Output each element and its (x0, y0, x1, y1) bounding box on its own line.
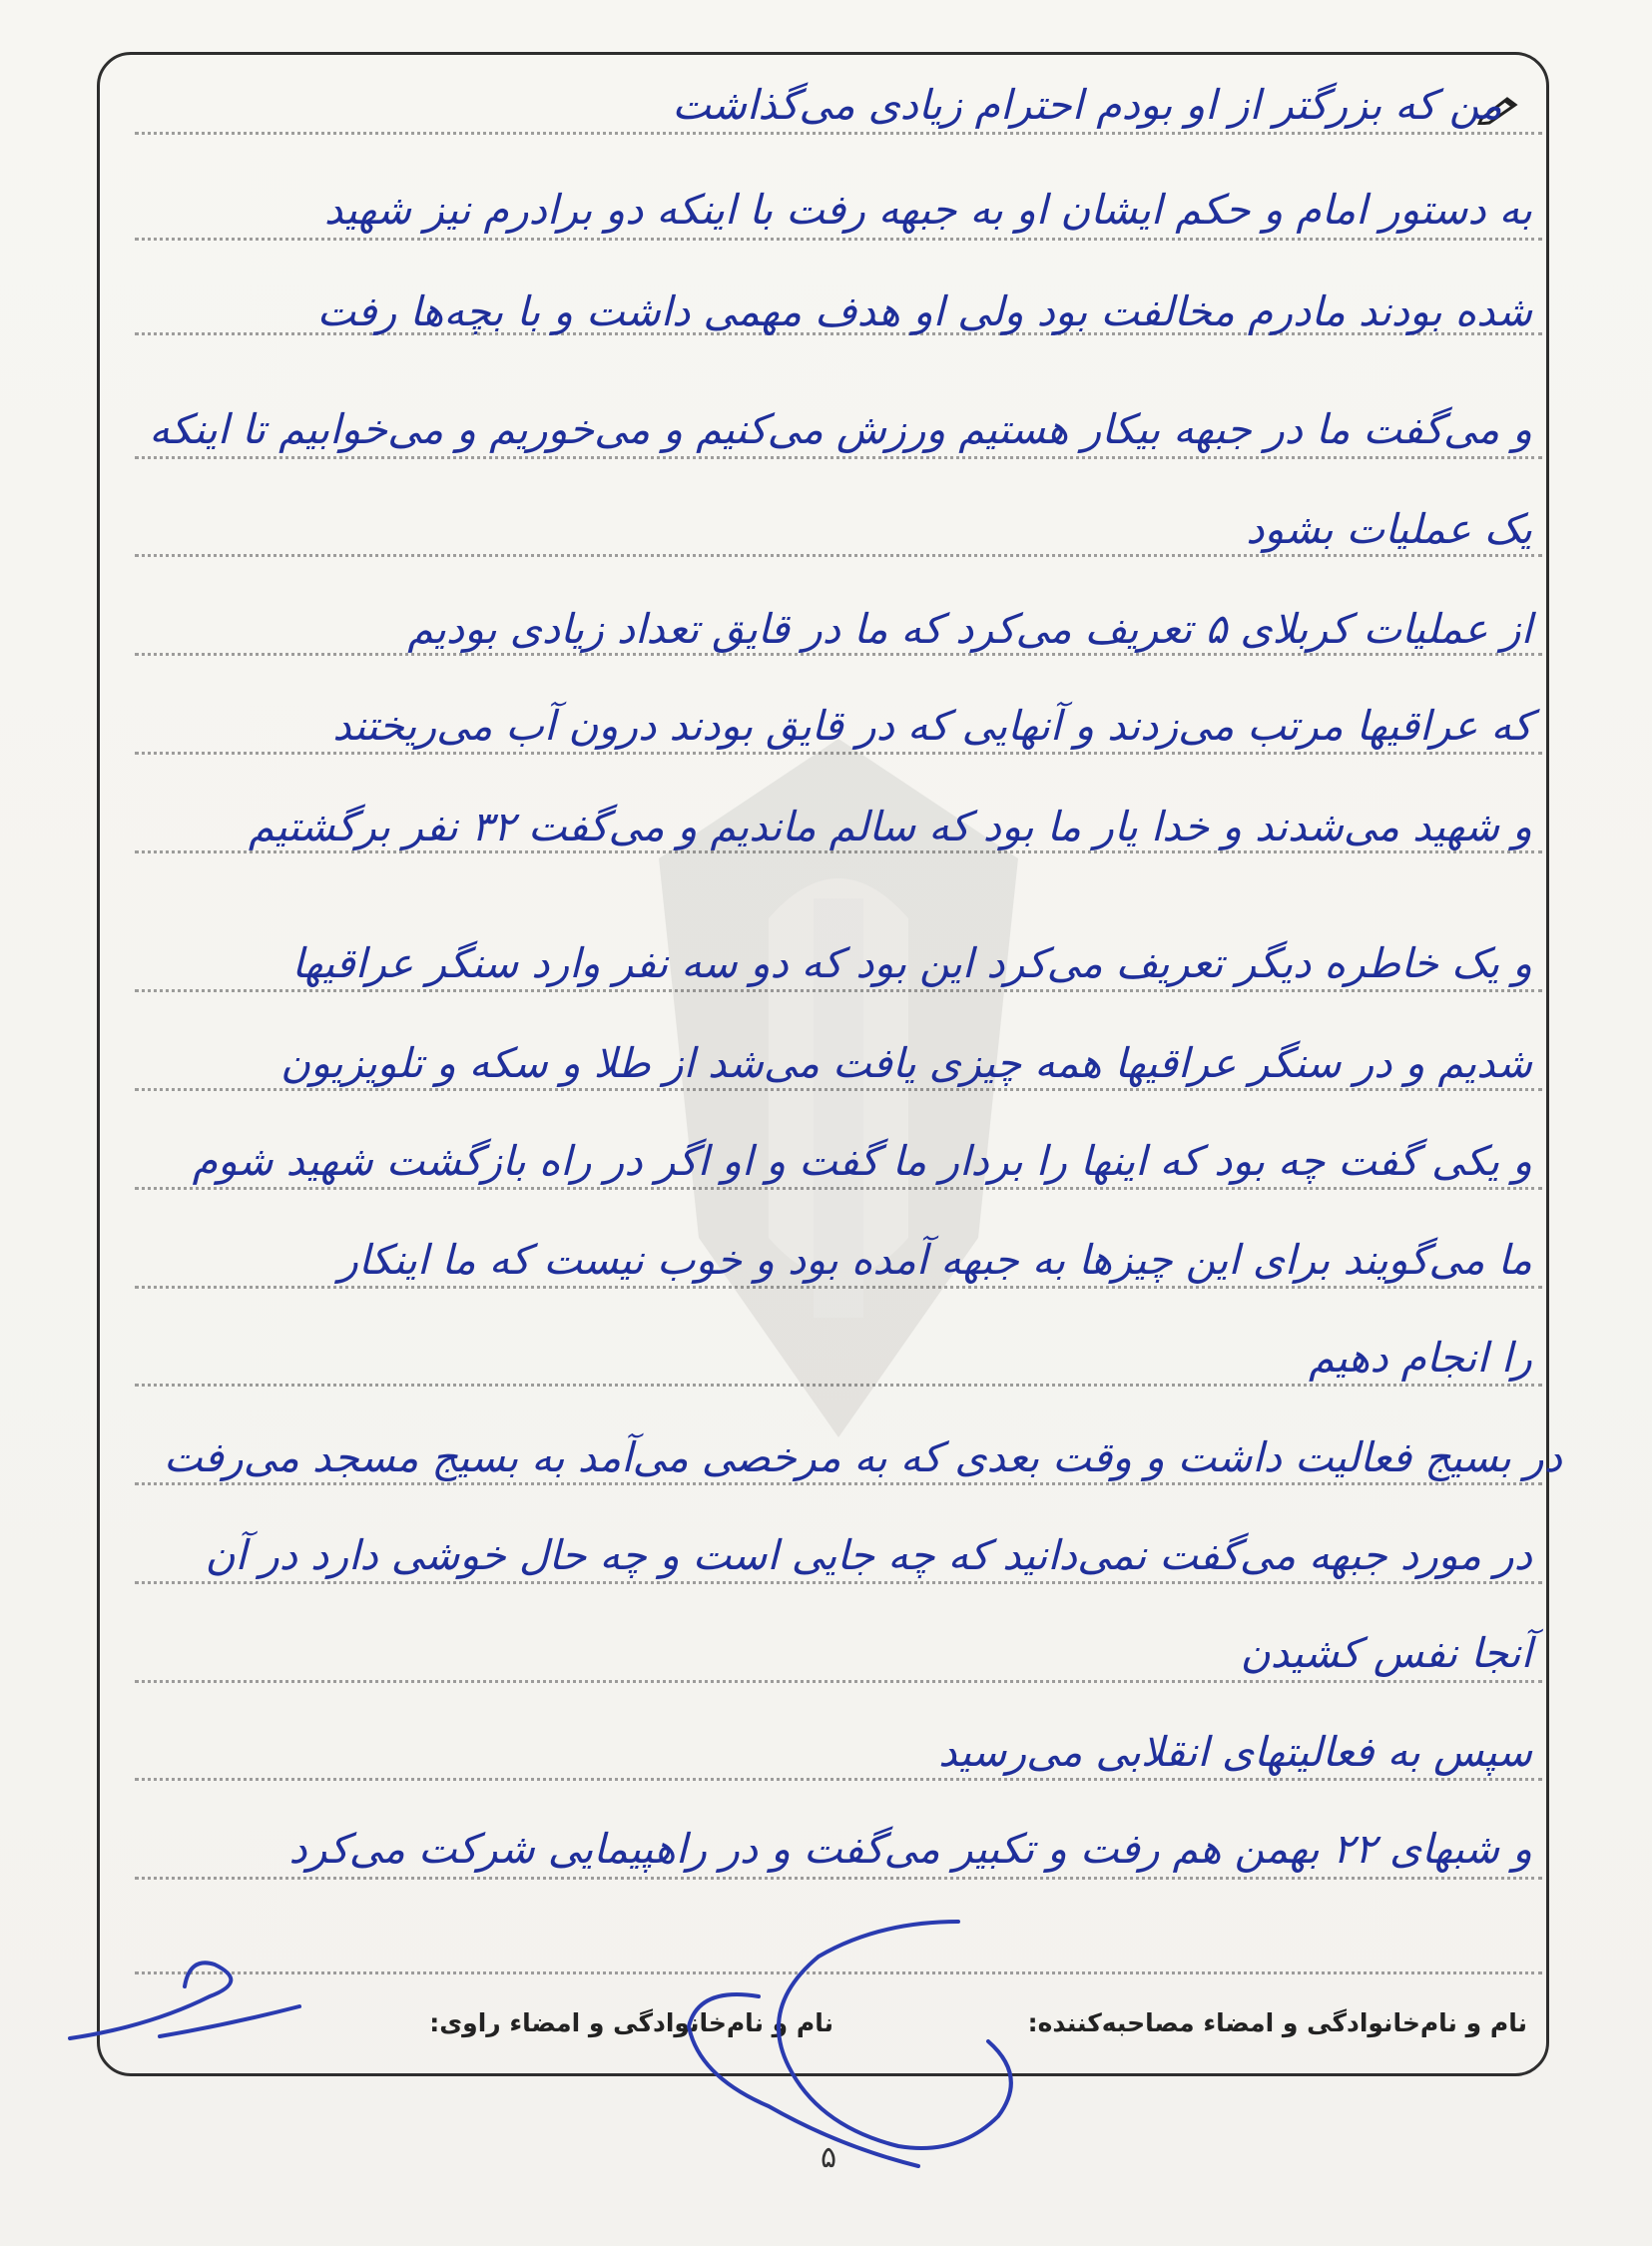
handwritten-line-2: به دستور امام و حکم ایشان او به جبهه رفت با اینکه دو برادرم نیز شهید (323, 186, 1532, 234)
ruled-line (135, 1680, 1542, 1683)
handwritten-line-17: سپس به فعالیتهای انقلابی می‌رسید (938, 1728, 1532, 1776)
handwritten-line-4: و می‌گفت ما در جبهه بیکار هستیم ورزش می‌کنیم و می‌خوریم و می‌خوابیم تا اینکه (149, 405, 1532, 453)
ruled-line (135, 1581, 1542, 1584)
narrator-signature-label: نام و نام‌خانوادگی و امضاء راوی: (429, 2008, 833, 2037)
ruled-line (135, 989, 1542, 992)
ruled-line (135, 456, 1542, 459)
handwritten-line-11: و یکی گفت چه بود که اینها را بردار ما گفت و او اگر در راه بازگشت شهید شوم (192, 1137, 1532, 1185)
handwritten-line-12: ما می‌گویند برای این چیزها به جبهه آمده بود و خوب نیست که ما اینکار (338, 1236, 1532, 1284)
handwritten-line-9: و یک خاطره دیگر تعریف می‌کرد این بود که دو سه نفر وارد سنگر عراقیها (291, 939, 1532, 987)
ruled-line (135, 1286, 1542, 1289)
ruled-line (135, 1971, 1542, 1974)
ruled-line (135, 1187, 1542, 1190)
handwritten-line-8: و شهید می‌شدند و خدا یار ما بود که سالم ماندیم و می‌گفت ۳۲ نفر برگشتیم (248, 803, 1532, 850)
ruled-line (135, 238, 1542, 241)
ruled-line (135, 1088, 1542, 1091)
handwritten-line-7: که عراقیها مرتب می‌زدند و آنهایی که در قایق بودند درون آب می‌ریختند (332, 702, 1532, 750)
handwritten-line-16: آنجا نفس کشیدن (1240, 1629, 1532, 1677)
ruled-line (135, 653, 1542, 656)
handwritten-line-3: شده بودند مادرم مخالفت بود ولی او هدف مهمی داشت و با بچه‌ها رفت (316, 287, 1532, 335)
handwritten-line-10: شدیم و در سنگر عراقیها همه چیزی یافت می‌شد از طلا و سکه و تلویزیون (280, 1039, 1532, 1087)
handwritten-line-6: از عملیات کربلای ۵ تعریف می‌کرد که ما در قایق تعداد زیادی بودیم (407, 605, 1532, 653)
ruled-line (135, 132, 1542, 135)
handwritten-line-1: من که بزرگتر از او بودم احترام زیادی می‌گذاشت (672, 81, 1502, 129)
ruled-line (135, 1482, 1542, 1485)
interviewer-signature-label: نام و نام‌خانوادگی و امضاء مصاحبه‌کننده: (1027, 2008, 1527, 2037)
handwritten-line-14: در بسیج فعالیت داشت و وقت بعدی که به مرخصی می‌آمد به بسیج مسجد می‌رفت (164, 1433, 1562, 1481)
page-number: ۵ (821, 2140, 837, 2175)
handwritten-line-13: را انجام دهیم (1309, 1334, 1532, 1382)
ruled-line (135, 554, 1542, 557)
ruled-line (135, 850, 1542, 853)
ruled-line (135, 1384, 1542, 1387)
ruled-line (135, 1778, 1542, 1781)
ruled-line (135, 1877, 1542, 1880)
handwritten-line-15: در مورد جبهه می‌گفت نمی‌دانید که چه جایی است و چه حال خوشی دارد در آن (205, 1531, 1532, 1579)
handwritten-line-5: یک عملیات بشود (1246, 505, 1532, 553)
ruled-line (135, 752, 1542, 755)
handwritten-line-18: و شبهای ۲۲ بهمن هم رفت و تکبیر می‌گفت و در راهپیمایی شرکت می‌کرد (288, 1825, 1532, 1873)
